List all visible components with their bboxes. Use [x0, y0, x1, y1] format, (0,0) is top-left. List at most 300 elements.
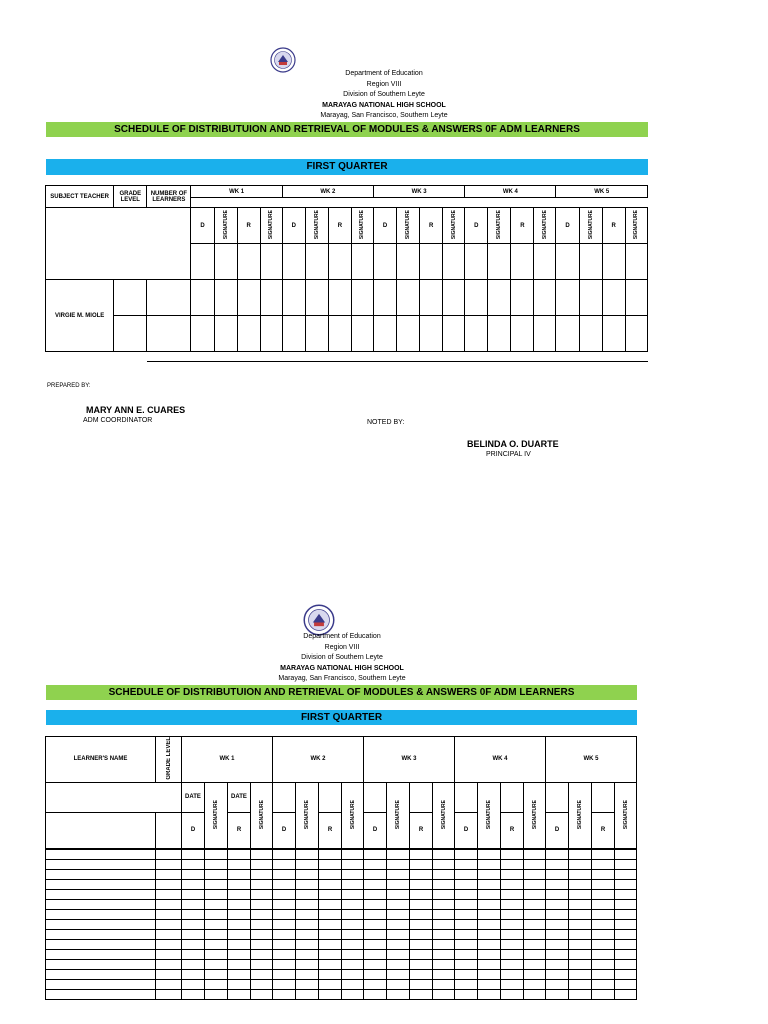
entry-cell[interactable] — [156, 959, 182, 969]
entry-cell[interactable] — [296, 899, 319, 909]
entry-cell[interactable] — [273, 919, 296, 929]
entry-cell[interactable] — [569, 849, 592, 859]
entry-cell[interactable] — [273, 849, 296, 859]
entry-cell[interactable] — [592, 919, 615, 929]
entry-cell[interactable] — [455, 929, 478, 939]
entry-cell[interactable] — [524, 959, 546, 969]
entry-cell[interactable] — [546, 849, 569, 859]
entry-cell[interactable] — [205, 969, 228, 979]
entry-cell[interactable] — [569, 939, 592, 949]
entry-cell[interactable] — [251, 869, 273, 879]
entry-cell[interactable] — [455, 859, 478, 869]
entry-cell[interactable] — [205, 909, 228, 919]
table-row[interactable] — [46, 919, 637, 929]
entry-cell[interactable] — [478, 949, 501, 959]
entry-cell[interactable] — [156, 989, 182, 999]
entry-cell[interactable] — [228, 879, 251, 889]
entry-cell[interactable] — [319, 879, 342, 889]
entry-cell[interactable] — [546, 929, 569, 939]
entry-cell[interactable] — [569, 949, 592, 959]
entry-cell[interactable] — [319, 959, 342, 969]
entry-cell[interactable] — [273, 939, 296, 949]
table-row[interactable] — [46, 849, 637, 859]
entry-cell[interactable] — [524, 869, 546, 879]
entry-cell[interactable] — [524, 929, 546, 939]
entry-cell[interactable] — [410, 959, 433, 969]
entry-cell[interactable] — [46, 859, 156, 869]
entry-cell[interactable] — [46, 979, 156, 989]
entry-cell[interactable] — [546, 959, 569, 969]
entry-cell[interactable] — [615, 989, 637, 999]
entry-cell[interactable] — [228, 859, 251, 869]
entry-cell[interactable] — [46, 929, 156, 939]
entry-cell[interactable] — [569, 929, 592, 939]
table-row[interactable] — [46, 899, 637, 909]
entry-cell[interactable] — [46, 849, 156, 859]
entry-cell[interactable] — [296, 979, 319, 989]
entry-cell[interactable] — [251, 949, 273, 959]
entry-cell[interactable] — [46, 869, 156, 879]
entry-cell[interactable] — [364, 989, 387, 999]
entry-cell[interactable] — [387, 939, 410, 949]
entry-cell[interactable] — [410, 939, 433, 949]
entry-cell[interactable] — [182, 889, 205, 899]
entry-cell[interactable] — [501, 989, 524, 999]
table-row[interactable] — [46, 989, 637, 999]
entry-cell[interactable] — [342, 859, 364, 869]
entry-cell[interactable] — [296, 959, 319, 969]
entry-cell[interactable] — [182, 949, 205, 959]
entry-cell[interactable] — [615, 919, 637, 929]
entry-cell[interactable] — [364, 919, 387, 929]
entry-cell[interactable] — [205, 949, 228, 959]
entry-cell[interactable] — [296, 919, 319, 929]
entry-cell[interactable] — [387, 909, 410, 919]
entry-cell[interactable] — [387, 899, 410, 909]
entry-cell[interactable] — [364, 879, 387, 889]
entry-cell[interactable] — [433, 849, 455, 859]
entry-cell[interactable] — [342, 969, 364, 979]
entry-cell[interactable] — [592, 869, 615, 879]
entry-cell[interactable] — [251, 929, 273, 939]
entry-cell[interactable] — [228, 949, 251, 959]
entry-cell[interactable] — [273, 989, 296, 999]
entry-cell[interactable] — [364, 849, 387, 859]
entry-cell[interactable] — [296, 869, 319, 879]
entry-cell[interactable] — [546, 919, 569, 929]
entry-cell[interactable] — [501, 899, 524, 909]
entry-cell[interactable] — [569, 969, 592, 979]
entry-cell[interactable] — [455, 919, 478, 929]
entry-cell[interactable] — [615, 949, 637, 959]
entry-cell[interactable] — [455, 979, 478, 989]
entry-cell[interactable] — [156, 939, 182, 949]
entry-cell[interactable] — [501, 849, 524, 859]
entry-cell[interactable] — [319, 929, 342, 939]
entry-cell[interactable] — [46, 919, 156, 929]
entry-cell[interactable] — [433, 939, 455, 949]
entry-cell[interactable] — [569, 869, 592, 879]
entry-cell[interactable] — [364, 939, 387, 949]
entry-cell[interactable] — [478, 879, 501, 889]
entry-cell[interactable] — [592, 939, 615, 949]
entry-cell[interactable] — [319, 889, 342, 899]
entry-cell[interactable] — [205, 979, 228, 989]
entry-cell[interactable] — [228, 969, 251, 979]
entry-cell[interactable] — [546, 869, 569, 879]
entry-cell[interactable] — [364, 899, 387, 909]
entry-cell[interactable] — [364, 869, 387, 879]
entry-cell[interactable] — [546, 899, 569, 909]
entry-cell[interactable] — [342, 849, 364, 859]
entry-cell[interactable] — [615, 899, 637, 909]
entry-cell[interactable] — [524, 859, 546, 869]
entry-cell[interactable] — [592, 959, 615, 969]
entry-cell[interactable] — [455, 959, 478, 969]
entry-cell[interactable] — [251, 849, 273, 859]
entry-cell[interactable] — [273, 979, 296, 989]
entry-cell[interactable] — [182, 869, 205, 879]
entry-cell[interactable] — [592, 909, 615, 919]
entry-cell[interactable] — [478, 919, 501, 929]
entry-cell[interactable] — [46, 969, 156, 979]
entry-cell[interactable] — [296, 969, 319, 979]
entry-cell[interactable] — [455, 879, 478, 889]
entry-cell[interactable] — [342, 919, 364, 929]
entry-cell[interactable] — [592, 859, 615, 869]
entry-cell[interactable] — [546, 949, 569, 959]
entry-cell[interactable] — [342, 909, 364, 919]
entry-cell[interactable] — [319, 909, 342, 919]
entry-cell[interactable] — [273, 909, 296, 919]
entry-cell[interactable] — [251, 979, 273, 989]
entry-cell[interactable] — [592, 879, 615, 889]
entry-cell[interactable] — [501, 879, 524, 889]
entry-cell[interactable] — [615, 929, 637, 939]
entry-cell[interactable] — [455, 889, 478, 899]
entry-cell[interactable] — [273, 929, 296, 939]
entry-cell[interactable] — [410, 889, 433, 899]
entry-cell[interactable] — [364, 859, 387, 869]
entry-cell[interactable] — [273, 879, 296, 889]
entry-cell[interactable] — [501, 949, 524, 959]
entry-cell[interactable] — [410, 909, 433, 919]
entry-cell[interactable] — [364, 979, 387, 989]
entry-cell[interactable] — [455, 909, 478, 919]
entry-cell[interactable] — [342, 979, 364, 989]
entry-cell[interactable] — [569, 979, 592, 989]
entry-cell[interactable] — [205, 859, 228, 869]
entry-cell[interactable] — [205, 929, 228, 939]
entry-cell[interactable] — [364, 909, 387, 919]
entry-cell[interactable] — [478, 929, 501, 939]
table-row[interactable] — [46, 939, 637, 949]
entry-cell[interactable] — [433, 929, 455, 939]
entry-cell[interactable] — [410, 899, 433, 909]
entry-cell[interactable] — [455, 869, 478, 879]
entry-cell[interactable] — [524, 989, 546, 999]
entry-cell[interactable] — [251, 889, 273, 899]
entry-cell[interactable] — [569, 919, 592, 929]
entry-cell[interactable] — [410, 919, 433, 929]
entry-cell[interactable] — [228, 869, 251, 879]
entry-cell[interactable] — [156, 869, 182, 879]
entry-cell[interactable] — [342, 899, 364, 909]
entry-cell[interactable] — [228, 919, 251, 929]
entry-cell[interactable] — [46, 959, 156, 969]
entry-cell[interactable] — [364, 929, 387, 939]
entry-cell[interactable] — [387, 919, 410, 929]
entry-cell[interactable] — [296, 859, 319, 869]
entry-cell[interactable] — [546, 859, 569, 869]
entry-cell[interactable] — [546, 969, 569, 979]
entry-cell[interactable] — [615, 859, 637, 869]
entry-cell[interactable] — [524, 899, 546, 909]
entry-cell[interactable] — [433, 869, 455, 879]
entry-cell[interactable] — [387, 989, 410, 999]
entry-cell[interactable] — [46, 949, 156, 959]
entry-cell[interactable] — [592, 899, 615, 909]
entry-cell[interactable] — [46, 889, 156, 899]
entry-cell[interactable] — [156, 909, 182, 919]
entry-cell[interactable] — [205, 879, 228, 889]
entry-cell[interactable] — [251, 969, 273, 979]
entry-cell[interactable] — [501, 939, 524, 949]
entry-cell[interactable] — [501, 869, 524, 879]
entry-cell[interactable] — [615, 909, 637, 919]
entry-cell[interactable] — [615, 889, 637, 899]
entry-cell[interactable] — [387, 849, 410, 859]
entry-cell[interactable] — [319, 939, 342, 949]
entry-cell[interactable] — [410, 929, 433, 939]
entry-cell[interactable] — [182, 959, 205, 969]
entry-cell[interactable] — [592, 889, 615, 899]
entry-cell[interactable] — [478, 909, 501, 919]
entry-cell[interactable] — [501, 969, 524, 979]
table-row[interactable] — [46, 979, 637, 989]
entry-cell[interactable] — [410, 859, 433, 869]
entry-cell[interactable] — [433, 919, 455, 929]
entry-cell[interactable] — [156, 979, 182, 989]
entry-cell[interactable] — [319, 969, 342, 979]
table-row[interactable] — [46, 929, 637, 939]
entry-cell[interactable] — [524, 879, 546, 889]
entry-cell[interactable] — [433, 889, 455, 899]
entry-cell[interactable] — [569, 879, 592, 889]
entry-cell[interactable] — [546, 939, 569, 949]
entry-cell[interactable] — [364, 949, 387, 959]
entry-cell[interactable] — [546, 979, 569, 989]
entry-cell[interactable] — [478, 849, 501, 859]
table-row[interactable] — [46, 889, 637, 899]
entry-cell[interactable] — [478, 989, 501, 999]
entry-cell[interactable] — [524, 949, 546, 959]
entry-cell[interactable] — [251, 919, 273, 929]
entry-cell[interactable] — [501, 959, 524, 969]
entry-cell[interactable] — [46, 899, 156, 909]
entry-cell[interactable] — [364, 959, 387, 969]
entry-cell[interactable] — [592, 849, 615, 859]
entry-cell[interactable] — [46, 939, 156, 949]
entry-cell[interactable] — [433, 949, 455, 959]
entry-cell[interactable] — [156, 849, 182, 859]
table-row[interactable] — [46, 879, 637, 889]
entry-cell[interactable] — [592, 929, 615, 939]
entry-cell[interactable] — [592, 979, 615, 989]
entry-cell[interactable] — [387, 959, 410, 969]
entry-cell[interactable] — [342, 939, 364, 949]
entry-cell[interactable] — [501, 919, 524, 929]
entry-cell[interactable] — [387, 859, 410, 869]
entry-cell[interactable] — [182, 879, 205, 889]
entry-cell[interactable] — [410, 879, 433, 889]
entry-cell[interactable] — [478, 859, 501, 869]
entry-cell[interactable] — [228, 939, 251, 949]
entry-cell[interactable] — [205, 899, 228, 909]
entry-cell[interactable] — [410, 969, 433, 979]
entry-cell[interactable] — [615, 879, 637, 889]
entry-cell[interactable] — [592, 989, 615, 999]
entry-cell[interactable] — [273, 869, 296, 879]
entry-cell[interactable] — [387, 889, 410, 899]
entry-cell[interactable] — [251, 899, 273, 909]
entry-cell[interactable] — [615, 849, 637, 859]
entry-cell[interactable] — [524, 939, 546, 949]
entry-cell[interactable] — [433, 989, 455, 999]
entry-cell[interactable] — [410, 949, 433, 959]
entry-cell[interactable] — [182, 929, 205, 939]
entry-cell[interactable] — [501, 889, 524, 899]
entry-cell[interactable] — [156, 949, 182, 959]
entry-cell[interactable] — [182, 849, 205, 859]
table-row[interactable] — [46, 859, 637, 869]
entry-cell[interactable] — [182, 989, 205, 999]
entry-cell[interactable] — [455, 949, 478, 959]
entry-cell[interactable] — [205, 889, 228, 899]
entry-cell[interactable] — [46, 989, 156, 999]
entry-cell[interactable] — [524, 919, 546, 929]
entry-cell[interactable] — [296, 949, 319, 959]
entry-cell[interactable] — [319, 869, 342, 879]
entry-cell[interactable] — [524, 909, 546, 919]
entry-cell[interactable] — [319, 949, 342, 959]
entry-cell[interactable] — [592, 969, 615, 979]
entry-cell[interactable] — [296, 989, 319, 999]
entry-cell[interactable] — [182, 909, 205, 919]
entry-cell[interactable] — [524, 889, 546, 899]
entry-cell[interactable] — [433, 959, 455, 969]
entry-cell[interactable] — [478, 969, 501, 979]
entry-cell[interactable] — [387, 879, 410, 889]
table-row[interactable] — [46, 969, 637, 979]
entry-cell[interactable] — [433, 969, 455, 979]
entry-cell[interactable] — [615, 979, 637, 989]
entry-cell[interactable] — [387, 969, 410, 979]
entry-cell[interactable] — [319, 899, 342, 909]
entry-cell[interactable] — [364, 969, 387, 979]
entry-cell[interactable] — [46, 909, 156, 919]
entry-cell[interactable] — [296, 939, 319, 949]
entry-cell[interactable] — [251, 859, 273, 869]
entry-cell[interactable] — [319, 859, 342, 869]
entry-cell[interactable] — [205, 849, 228, 859]
entry-cell[interactable] — [228, 909, 251, 919]
entry-cell[interactable] — [156, 879, 182, 889]
entry-cell[interactable] — [156, 899, 182, 909]
entry-cell[interactable] — [319, 849, 342, 859]
entry-cell[interactable] — [478, 959, 501, 969]
entry-cell[interactable] — [478, 889, 501, 899]
entry-cell[interactable] — [156, 969, 182, 979]
entry-cell[interactable] — [387, 869, 410, 879]
entry-cell[interactable] — [569, 859, 592, 869]
entry-cell[interactable] — [478, 869, 501, 879]
entry-cell[interactable] — [615, 959, 637, 969]
entry-cell[interactable] — [296, 929, 319, 939]
entry-cell[interactable] — [273, 959, 296, 969]
entry-cell[interactable] — [478, 979, 501, 989]
entry-cell[interactable] — [319, 989, 342, 999]
entry-cell[interactable] — [342, 989, 364, 999]
entry-cell[interactable] — [387, 929, 410, 939]
table-row[interactable] — [46, 869, 637, 879]
entry-cell[interactable] — [182, 979, 205, 989]
entry-cell[interactable] — [228, 899, 251, 909]
entry-cell[interactable] — [228, 889, 251, 899]
entry-cell[interactable] — [205, 959, 228, 969]
entry-cell[interactable] — [342, 889, 364, 899]
entry-cell[interactable] — [182, 939, 205, 949]
entry-cell[interactable] — [296, 849, 319, 859]
entry-cell[interactable] — [228, 849, 251, 859]
entry-cell[interactable] — [455, 849, 478, 859]
entry-cell[interactable] — [455, 969, 478, 979]
entry-cell[interactable] — [569, 889, 592, 899]
entry-cell[interactable] — [615, 869, 637, 879]
entry-cell[interactable] — [251, 959, 273, 969]
entry-cell[interactable] — [387, 949, 410, 959]
entry-cell[interactable] — [546, 889, 569, 899]
entry-cell[interactable] — [273, 899, 296, 909]
entry-cell[interactable] — [569, 989, 592, 999]
entry-cell[interactable] — [433, 909, 455, 919]
entry-cell[interactable] — [296, 909, 319, 919]
entry-cell[interactable] — [546, 909, 569, 919]
entry-cell[interactable] — [455, 939, 478, 949]
entry-cell[interactable] — [273, 889, 296, 899]
entry-cell[interactable] — [433, 879, 455, 889]
entry-cell[interactable] — [205, 869, 228, 879]
entry-cell[interactable] — [156, 919, 182, 929]
entry-cell[interactable] — [410, 979, 433, 989]
entry-cell[interactable] — [524, 979, 546, 989]
entry-cell[interactable] — [319, 979, 342, 989]
entry-cell[interactable] — [546, 989, 569, 999]
entry-cell[interactable] — [615, 939, 637, 949]
entry-cell[interactable] — [156, 859, 182, 869]
entry-cell[interactable] — [387, 979, 410, 989]
entry-cell[interactable] — [205, 919, 228, 929]
entry-cell[interactable] — [251, 879, 273, 889]
entry-cell[interactable] — [433, 979, 455, 989]
entry-cell[interactable] — [433, 899, 455, 909]
entry-cell[interactable] — [228, 959, 251, 969]
entry-cell[interactable] — [205, 939, 228, 949]
entry-cell[interactable] — [46, 879, 156, 889]
table-row[interactable] — [46, 909, 637, 919]
entry-cell[interactable] — [273, 969, 296, 979]
entry-cell[interactable] — [478, 899, 501, 909]
